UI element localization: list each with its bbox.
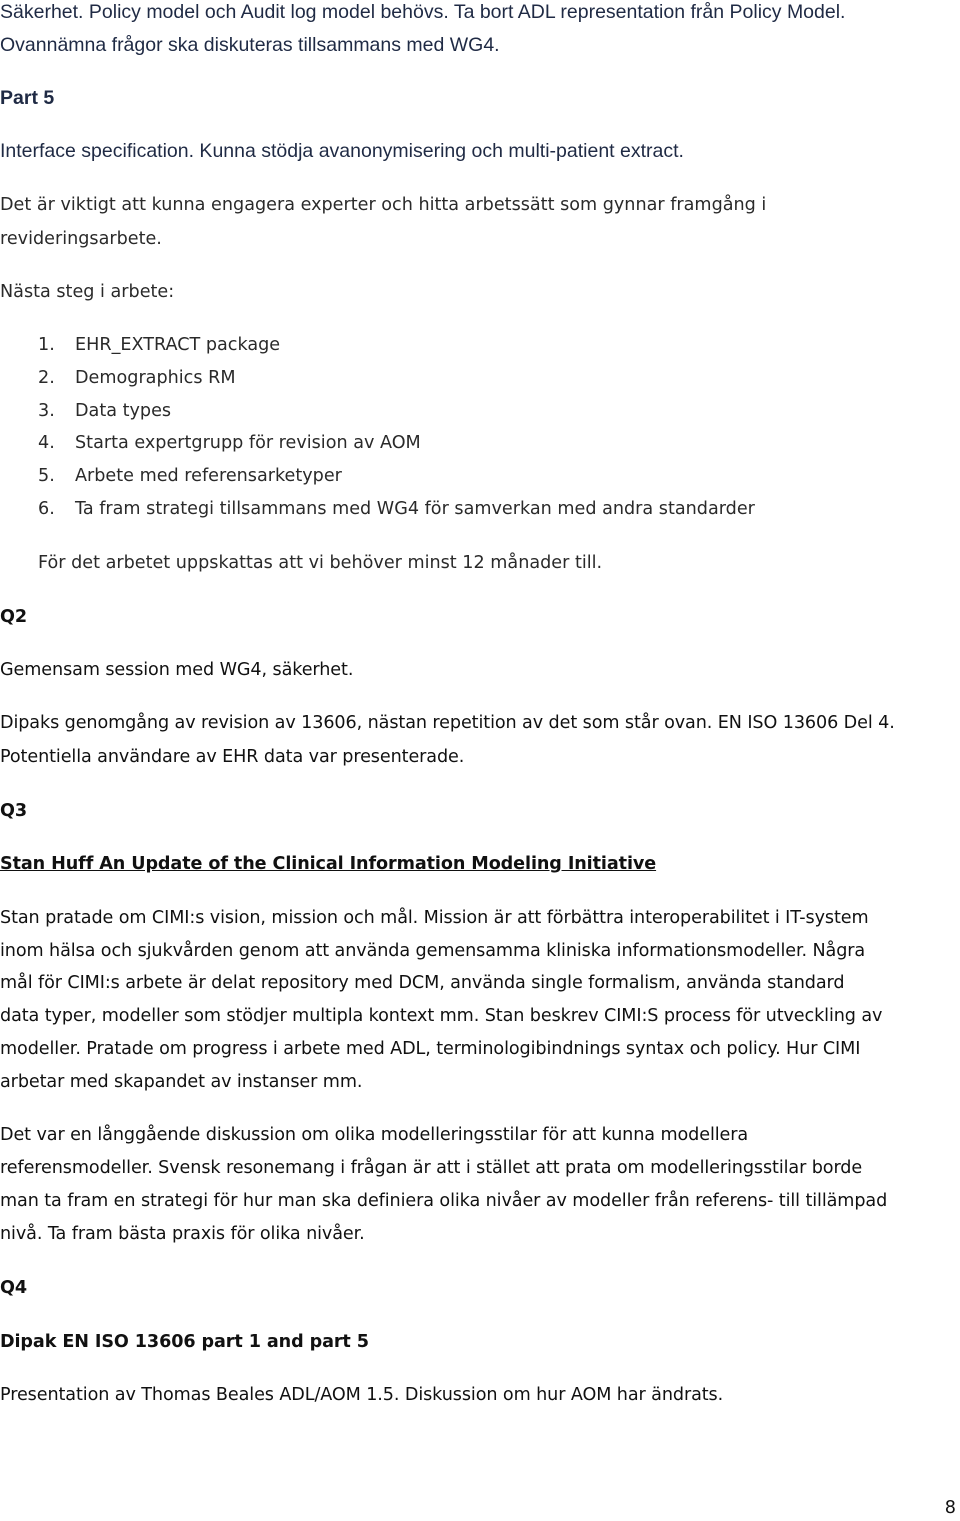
q2-line-3: Potentiella användare av EHR data var presenterade. bbox=[0, 747, 465, 767]
list-item-number: 3. bbox=[38, 400, 55, 421]
intro-line-2: Ovannämna frågor ska diskuteras tillsammans med WG4. bbox=[0, 34, 500, 56]
q2-heading: Q2 bbox=[0, 607, 27, 627]
next-steps-label: Nästa steg i arbete: bbox=[0, 282, 175, 302]
part5-heading: Part 5 bbox=[0, 87, 55, 109]
list-item-text: EHR_EXTRACT package bbox=[75, 335, 281, 355]
list-item-number: 2. bbox=[38, 367, 55, 388]
list-item bbox=[38, 396, 755, 429]
q3-para2-line-2: referensmodeller. Svensk resonemang i frågan är att i stället att prata om modelleringsstilar borde bbox=[0, 1158, 863, 1178]
list-item-number: 4. bbox=[38, 433, 55, 454]
q3-title: Stan Huff An Update of the Clinical Information Modeling Initiative bbox=[0, 854, 657, 874]
estimate-text: För det arbetet uppskattas att vi behöver minst 12 månader till. bbox=[38, 553, 603, 573]
q4-title: Dipak EN ISO 13606 part 1 and part 5 bbox=[0, 1332, 369, 1352]
list-item-text: Ta fram strategi tillsammans med WG4 för samverkan med andra standarder bbox=[75, 498, 755, 519]
q2-line-1: Gemensam session med WG4, säkerhet. bbox=[0, 660, 354, 680]
part5-line-2: Det är viktigt att kunna engagera experter och hitta arbetssätt som gynnar framgång i bbox=[0, 195, 767, 215]
q4-heading: Q4 bbox=[0, 1278, 27, 1298]
list-item-number: 1. bbox=[38, 335, 55, 355]
list-item-text: Starta expertgrupp för revision av AOM bbox=[75, 433, 421, 454]
q3-para1-line-6: arbetar med skapandet av instanser mm. bbox=[0, 1072, 363, 1092]
list-item-text: Arbete med referensarketyper bbox=[75, 466, 342, 487]
list-item-number: 6. bbox=[38, 498, 55, 519]
q4-line-1: Presentation av Thomas Beales ADL/AOM 1.5. Diskussion om hur AOM har ändrats. bbox=[0, 1385, 724, 1405]
part5-line-1: Interface specification. Kunna stödja avanonymisering och multi-patient extract. bbox=[0, 140, 684, 162]
list-item bbox=[38, 494, 755, 527]
list-item bbox=[38, 363, 755, 396]
list-item-text: Demographics RM bbox=[75, 367, 236, 388]
q3-para1-line-4: data typer, modeller som stödjer multipla kontext mm. Stan beskrev CIMI:S process för utveckling av bbox=[0, 1006, 883, 1026]
list-item bbox=[38, 330, 755, 363]
part5-line-3: revideringsarbete. bbox=[0, 229, 162, 249]
list-item bbox=[38, 428, 755, 461]
list-item bbox=[38, 461, 755, 494]
page-number: 8 bbox=[944, 1498, 956, 1518]
q3-heading: Q3 bbox=[0, 801, 27, 821]
q3-para1-line-2: inom hälsa och sjukvården genom att använda gemensamma kliniska informationsmodeller. Några bbox=[0, 941, 866, 961]
list-item-text: Data types bbox=[75, 400, 172, 421]
next-steps-list bbox=[38, 330, 755, 527]
q3-para2-line-3: man ta fram en strategi för hur man ska definiera olika nivåer av modeller från referens- till tillämpad bbox=[0, 1191, 888, 1211]
q2-line-2: Dipaks genomgång av revision av 13606, nästan repetition av det som står ovan. EN ISO 13606 Del 4. bbox=[0, 713, 895, 733]
q3-para2-line-1: Det var en långgående diskussion om olika modelleringsstilar för att kunna modellera bbox=[0, 1125, 749, 1145]
q3-para1-line-3: mål för CIMI:s arbete är delat repository med DCM, använda single formalism, använda standard bbox=[0, 973, 845, 993]
list-item-number: 5. bbox=[38, 466, 55, 487]
q3-para2-line-4: nivå. Ta fram bästa praxis för olika nivåer. bbox=[0, 1224, 365, 1244]
q3-para1-line-1: Stan pratade om CIMI:s vision, mission och mål. Mission är att förbättra interoperabilitet i IT-system bbox=[0, 908, 869, 928]
q3-para1-line-5: modeller. Pratade om progress i arbete med ADL, terminologibindnings syntax och policy. Hur CIMI bbox=[0, 1039, 861, 1059]
intro-line-1: Säkerhet. Policy model och Audit log model behövs. Ta bort ADL representation från Policy Model. bbox=[0, 1, 846, 23]
